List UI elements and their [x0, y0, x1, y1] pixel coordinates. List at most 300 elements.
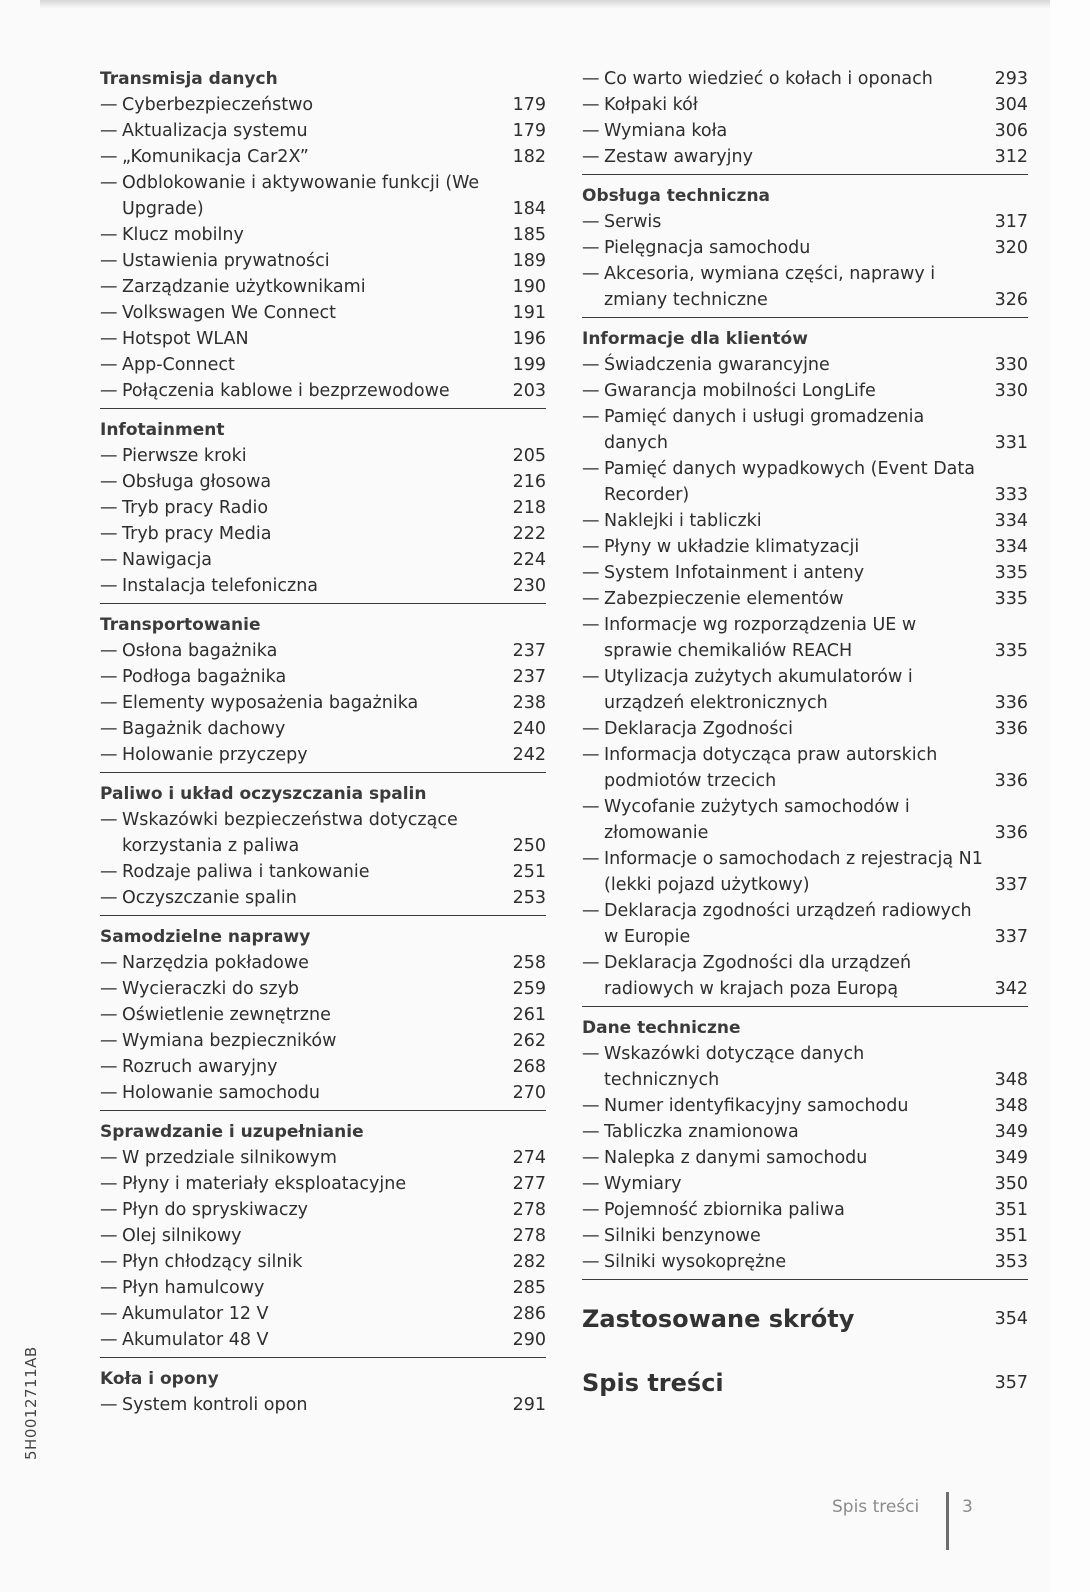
toc-entry[interactable] — [100, 326, 546, 352]
entry-page-number: 196 — [512, 329, 546, 349]
toc-entry[interactable] — [100, 1054, 546, 1080]
dash-bullet: — — [582, 121, 600, 141]
toc-entry[interactable] — [100, 144, 546, 170]
toc-entry[interactable] — [100, 1145, 546, 1171]
dash-bullet: — — [100, 1330, 118, 1350]
entry-text — [100, 495, 512, 521]
entry-page-number: 199 — [512, 355, 546, 375]
entry-page-number: 268 — [512, 1057, 546, 1077]
toc-section — [100, 924, 546, 1111]
entry-page-number: 190 — [512, 277, 546, 297]
dash-bullet: — — [100, 1226, 118, 1246]
toc-entry[interactable] — [582, 1145, 1028, 1171]
entry-text — [582, 1223, 994, 1249]
dash-bullet: — — [582, 719, 600, 739]
section-title[interactable]: Koła i opony — [100, 1369, 219, 1389]
entry-text — [582, 66, 994, 92]
toc-entry[interactable] — [100, 885, 546, 911]
entry-label: Volkswagen We Connect — [122, 303, 336, 323]
toc-entry[interactable] — [100, 1327, 546, 1353]
entry-text — [582, 92, 994, 118]
entry-label: Płyny i materiały eksploatacyjne — [122, 1174, 407, 1194]
entry-text — [100, 1145, 512, 1171]
dash-bullet: — — [582, 797, 600, 817]
entry-page-number: 240 — [512, 719, 546, 739]
entry-label: Naklejki i tabliczki — [604, 511, 762, 531]
entry-label: Cyberbezpieczeństwo — [122, 95, 314, 115]
dash-bullet: — — [582, 1122, 600, 1142]
toc-entry[interactable] — [582, 1119, 1028, 1145]
entry-label: Wskazówki dotyczące danych technicznych — [604, 1044, 865, 1090]
major-entry-label: Zastosowane skróty — [582, 1305, 855, 1333]
entry-label: Aktualizacja systemu — [122, 121, 308, 141]
toc-section — [582, 66, 1028, 175]
dash-bullet: — — [582, 745, 600, 765]
toc-entry[interactable] — [582, 209, 1028, 235]
toc-entry[interactable] — [100, 378, 546, 404]
dash-bullet: — — [100, 979, 118, 999]
entry-text — [100, 352, 512, 378]
entry-label: Pierwsze kroki — [122, 446, 247, 466]
entry-label: Połączenia kablowe i bezprzewodowe — [122, 381, 450, 401]
entry-label: Zabezpieczenie elementów — [604, 589, 844, 609]
entry-page-number: 238 — [512, 693, 546, 713]
entry-page-number: 336 — [994, 771, 1028, 791]
entry-text — [582, 209, 994, 235]
dash-bullet: — — [582, 459, 600, 479]
entry-text — [100, 1223, 512, 1249]
toc-entry[interactable] — [100, 1002, 546, 1028]
entry-text — [582, 612, 994, 664]
toc-entry[interactable] — [100, 274, 546, 300]
entry-text — [100, 1171, 512, 1197]
toc-entry[interactable] — [100, 1223, 546, 1249]
toc-entry[interactable] — [100, 547, 546, 573]
page-right-edge — [1050, 0, 1090, 1592]
toc-section — [100, 612, 546, 773]
entry-label: Oczyszczanie spalin — [122, 888, 297, 908]
entry-label: Zestaw awaryjny — [604, 147, 753, 167]
toc-entry[interactable] — [582, 1197, 1028, 1223]
toc-entry[interactable] — [100, 716, 546, 742]
entry-text — [582, 235, 994, 261]
entry-text — [100, 742, 512, 768]
entry-label: Kołpaki kół — [604, 95, 698, 115]
dash-bullet: — — [582, 1226, 600, 1246]
dash-bullet: — — [582, 69, 600, 89]
toc-entry[interactable] — [100, 92, 546, 118]
entry-page-number: 222 — [512, 524, 546, 544]
toc-section — [582, 183, 1028, 318]
toc-entry[interactable] — [100, 1171, 546, 1197]
toc-entry[interactable] — [582, 508, 1028, 534]
toc-section — [100, 1366, 546, 1422]
dash-bullet: — — [582, 1096, 600, 1116]
toc-entry[interactable] — [100, 1249, 546, 1275]
toc-entry[interactable] — [582, 898, 1028, 950]
entry-label: Płyn do spryskiwaczy — [122, 1200, 309, 1220]
entry-page-number: 330 — [994, 381, 1028, 401]
dash-bullet: — — [582, 849, 600, 869]
entry-label: Serwis — [604, 212, 662, 232]
dash-bullet: — — [100, 225, 118, 245]
entry-text — [582, 261, 994, 313]
entry-text — [582, 1197, 994, 1223]
entry-text — [582, 742, 994, 794]
section-title[interactable]: Transmisja danych — [100, 69, 278, 89]
toc-entry[interactable] — [582, 144, 1028, 170]
toc-entry[interactable] — [100, 521, 546, 547]
entry-text — [100, 1054, 512, 1080]
entry-page-number: 333 — [994, 485, 1028, 505]
dash-bullet: — — [100, 173, 118, 193]
entry-label: Ustawienia prywatności — [122, 251, 330, 271]
dash-bullet: — — [100, 888, 118, 908]
dash-bullet: — — [582, 1174, 600, 1194]
entry-text — [100, 807, 512, 859]
dash-bullet: — — [100, 1031, 118, 1051]
entry-page-number: 191 — [512, 303, 546, 323]
toc-entry[interactable] — [100, 1197, 546, 1223]
entry-text — [582, 404, 994, 456]
entry-text — [100, 976, 512, 1002]
entry-page-number: 250 — [512, 836, 546, 856]
toc-entry[interactable] — [100, 950, 546, 976]
toc-entry[interactable] — [582, 456, 1028, 508]
toc-entry[interactable] — [100, 1392, 546, 1418]
toc-entry[interactable] — [100, 1028, 546, 1054]
entry-page-number: 184 — [512, 199, 546, 219]
dash-bullet: — — [100, 355, 118, 375]
entry-page-number: 337 — [994, 927, 1028, 947]
dash-bullet: — — [582, 667, 600, 687]
dash-bullet: — — [100, 1304, 118, 1324]
dash-bullet: — — [582, 1200, 600, 1220]
entry-page-number: 224 — [512, 550, 546, 570]
section-title[interactable]: Obsługa techniczna — [582, 186, 771, 206]
entry-page-number: 304 — [994, 95, 1028, 115]
entry-text — [100, 885, 512, 911]
entry-page-number: 342 — [994, 979, 1028, 999]
entry-text — [100, 547, 512, 573]
toc-section — [100, 1119, 546, 1358]
entry-page-number: 237 — [512, 641, 546, 661]
entry-label: Akumulator 48 V — [122, 1330, 269, 1350]
dash-bullet: — — [100, 953, 118, 973]
entry-page-number: 270 — [512, 1083, 546, 1103]
dash-bullet: — — [100, 498, 118, 518]
entry-text — [100, 1327, 512, 1353]
toc-entry[interactable] — [100, 976, 546, 1002]
entry-text — [100, 469, 512, 495]
toc-entry[interactable] — [100, 859, 546, 885]
section-title[interactable]: Paliwo i układ oczyszczania spalin — [100, 784, 427, 804]
entry-page-number: 335 — [994, 641, 1028, 661]
toc-entry[interactable] — [100, 222, 546, 248]
entry-page-number: 334 — [994, 537, 1028, 557]
entry-page-number: 179 — [512, 95, 546, 115]
toc-entry[interactable] — [582, 1093, 1028, 1119]
toc-entry[interactable] — [582, 118, 1028, 144]
toc-entry[interactable] — [582, 1171, 1028, 1197]
toc-entry[interactable] — [582, 352, 1028, 378]
toc-entry[interactable] — [582, 1223, 1028, 1249]
entry-label: Silniki wysokoprężne — [604, 1252, 787, 1272]
section-title[interactable]: Samodzielne naprawy — [100, 927, 311, 947]
entry-label: Tabliczka znamionowa — [604, 1122, 799, 1142]
toc-entry[interactable] — [582, 235, 1028, 261]
dash-bullet: — — [582, 511, 600, 531]
entry-label: Nalepka z danymi samochodu — [604, 1148, 868, 1168]
entry-page-number: 337 — [994, 875, 1028, 895]
entry-text — [582, 1145, 994, 1171]
toc-entry[interactable] — [100, 495, 546, 521]
dash-bullet: — — [100, 381, 118, 401]
toc-entry[interactable] — [582, 560, 1028, 586]
dash-bullet: — — [582, 1252, 600, 1272]
section-title[interactable]: Infotainment — [100, 420, 225, 440]
toc-entry[interactable] — [100, 1301, 546, 1327]
entry-text — [582, 1041, 994, 1093]
entry-text — [582, 118, 994, 144]
entry-text — [100, 690, 512, 716]
entry-label: W przedziale silnikowym — [122, 1148, 337, 1168]
toc-entry[interactable] — [100, 690, 546, 716]
entry-text — [100, 378, 512, 404]
entry-text — [100, 1249, 512, 1275]
entry-label: Klucz mobilny — [122, 225, 244, 245]
toc-entry[interactable] — [582, 716, 1028, 742]
entry-label: Pielęgnacja samochodu — [604, 238, 811, 258]
entry-page-number: 306 — [994, 121, 1028, 141]
entry-page-number: 251 — [512, 862, 546, 882]
entry-page-number: 277 — [512, 1174, 546, 1194]
toc-entry[interactable] — [100, 807, 546, 859]
entry-label: Elementy wyposażenia bagażnika — [122, 693, 419, 713]
entry-text — [582, 1093, 994, 1119]
toc-entry[interactable] — [582, 1249, 1028, 1275]
entry-label: Rozruch awaryjny — [122, 1057, 278, 1077]
footer-page-number: 3 — [962, 1497, 973, 1517]
entry-page-number: 278 — [512, 1200, 546, 1220]
entry-text — [582, 534, 994, 560]
entry-page-number: 259 — [512, 979, 546, 999]
major-entry-page: 354 — [994, 1309, 1028, 1329]
entry-text — [100, 573, 512, 599]
entry-label: Wymiana bezpieczników — [122, 1031, 337, 1051]
entry-text — [582, 716, 994, 742]
toc-major-entry[interactable] — [582, 1294, 1028, 1344]
entry-label: Olej silnikowy — [122, 1226, 242, 1246]
entry-page-number: 334 — [994, 511, 1028, 531]
dash-bullet: — — [100, 719, 118, 739]
dash-bullet: — — [100, 745, 118, 765]
entry-label: Osłona bagażnika — [122, 641, 278, 661]
entry-label: Co warto wiedzieć o kołach i oponach — [604, 69, 933, 89]
toc-section — [582, 1015, 1028, 1280]
toc-entry[interactable] — [582, 261, 1028, 313]
entry-page-number: 262 — [512, 1031, 546, 1051]
entry-text — [100, 716, 512, 742]
toc-entry[interactable] — [582, 846, 1028, 898]
entry-label: Świadczenia gwarancyjne — [604, 355, 830, 375]
dash-bullet: — — [582, 1044, 600, 1064]
entry-text — [582, 352, 994, 378]
entry-page-number: 331 — [994, 433, 1028, 453]
toc-entry[interactable] — [100, 742, 546, 768]
dash-bullet: — — [100, 446, 118, 466]
toc-entry[interactable] — [100, 573, 546, 599]
toc-entry[interactable] — [582, 950, 1028, 1002]
entry-page-number: 242 — [512, 745, 546, 765]
toc-entry[interactable] — [100, 352, 546, 378]
toc-entry[interactable] — [582, 1041, 1028, 1093]
entry-page-number: 216 — [512, 472, 546, 492]
entry-label: Silniki benzynowe — [604, 1226, 761, 1246]
dash-bullet: — — [582, 238, 600, 258]
toc-entry[interactable] — [100, 248, 546, 274]
entry-text — [100, 1028, 512, 1054]
toc-section — [100, 66, 546, 409]
toc-entry[interactable] — [582, 534, 1028, 560]
entry-label: Oświetlenie zewnętrzne — [122, 1005, 331, 1025]
entry-page-number: 278 — [512, 1226, 546, 1246]
entry-text — [100, 300, 512, 326]
entry-text — [100, 326, 512, 352]
dash-bullet: — — [100, 277, 118, 297]
entry-text — [100, 1275, 512, 1301]
entry-label: Płyn hamulcowy — [122, 1278, 265, 1298]
entry-text — [100, 248, 512, 274]
toc-section — [100, 781, 546, 916]
entry-label: Bagażnik dachowy — [122, 719, 286, 739]
entry-text — [582, 508, 994, 534]
entry-text — [100, 1301, 512, 1327]
entry-text — [582, 456, 994, 508]
entry-page-number: 205 — [512, 446, 546, 466]
dash-bullet: — — [100, 121, 118, 141]
section-title[interactable]: Sprawdzanie i uzupełnianie — [100, 1122, 364, 1142]
entry-label: Obsługa głosowa — [122, 472, 272, 492]
entry-text — [100, 950, 512, 976]
entry-label: Tryb pracy Media — [122, 524, 272, 544]
entry-text — [582, 1171, 994, 1197]
entry-label: Akcesoria, wymiana części, naprawy i zmiany techniczne — [604, 264, 936, 310]
entry-text — [100, 118, 512, 144]
entry-page-number: 349 — [994, 1122, 1028, 1142]
section-title[interactable]: Dane techniczne — [582, 1018, 741, 1038]
entry-label: Instalacja telefoniczna — [122, 576, 319, 596]
toc-entry[interactable] — [100, 170, 546, 222]
toc-entry[interactable] — [582, 66, 1028, 92]
entry-label: Odblokowanie i aktywowanie funkcji (We Upgrade) — [122, 173, 480, 219]
entry-label: Wymiary — [604, 1174, 682, 1194]
entry-label: Numer identyfikacyjny samochodu — [604, 1096, 909, 1116]
toc-entry[interactable] — [100, 443, 546, 469]
entry-label: Płyny w układzie klimatyzacji — [604, 537, 860, 557]
toc-entry[interactable] — [582, 612, 1028, 664]
entry-label: Pojemność zbiornika paliwa — [604, 1200, 845, 1220]
entry-text — [582, 144, 994, 170]
entry-text — [582, 586, 994, 612]
toc-entry[interactable] — [582, 586, 1028, 612]
toc-entry[interactable] — [100, 1080, 546, 1106]
major-entry-label: Spis treści — [582, 1369, 724, 1397]
toc-entry[interactable] — [100, 664, 546, 690]
toc-entry[interactable] — [100, 1275, 546, 1301]
entry-text — [582, 560, 994, 586]
entry-text — [582, 950, 994, 1002]
entry-label: Holowanie przyczepy — [122, 745, 308, 765]
entry-text — [100, 638, 512, 664]
toc-entry[interactable] — [582, 378, 1028, 404]
entry-page-number: 330 — [994, 355, 1028, 375]
dash-bullet: — — [582, 615, 600, 635]
entry-text — [582, 1119, 994, 1145]
entry-label: Pamięć danych i usługi gromadzenia danych — [604, 407, 925, 453]
dash-bullet: — — [100, 147, 118, 167]
entry-page-number: 336 — [994, 693, 1028, 713]
entry-label: Pamięć danych wypadkowych (Event Data Recorder) — [604, 459, 975, 505]
toc-entry[interactable] — [582, 664, 1028, 716]
document-code: 5H0012711AB — [22, 1346, 40, 1460]
dash-bullet: — — [582, 1148, 600, 1168]
dash-bullet: — — [100, 1252, 118, 1272]
entry-label: Informacja dotycząca praw autorskich podmiotów trzecich — [604, 745, 938, 791]
entry-label: System kontroli opon — [122, 1395, 308, 1415]
entry-label: Podłoga bagażnika — [122, 667, 287, 687]
entry-text — [100, 1392, 512, 1418]
toc-entry[interactable] — [100, 638, 546, 664]
dash-bullet: — — [582, 95, 600, 115]
entry-page-number: 258 — [512, 953, 546, 973]
section-title[interactable]: Transportowanie — [100, 615, 261, 635]
entry-page-number: 230 — [512, 576, 546, 596]
entry-page-number: 185 — [512, 225, 546, 245]
toc-major-entry[interactable] — [582, 1358, 1028, 1408]
dash-bullet: — — [582, 563, 600, 583]
dash-bullet: — — [100, 472, 118, 492]
entry-label: Wymiana koła — [604, 121, 728, 141]
dash-bullet: — — [582, 264, 600, 284]
entry-page-number: 348 — [994, 1096, 1028, 1116]
entry-page-number: 290 — [512, 1330, 546, 1350]
toc-entry[interactable] — [582, 404, 1028, 456]
toc-entry[interactable] — [582, 742, 1028, 794]
entry-text — [100, 664, 512, 690]
entry-label: Informacje o samochodach z rejestracją N1 (lekki pojazd użytkowy) — [604, 849, 983, 895]
dash-bullet: — — [100, 641, 118, 661]
toc-entry[interactable] — [100, 300, 546, 326]
entry-page-number: 286 — [512, 1304, 546, 1324]
entry-label: Hotspot WLAN — [122, 329, 249, 349]
dash-bullet: — — [100, 862, 118, 882]
section-title[interactable]: Informacje dla klientów — [582, 329, 808, 349]
dash-bullet: — — [100, 1278, 118, 1298]
entry-page-number: 293 — [994, 69, 1028, 89]
entry-page-number: 326 — [994, 290, 1028, 310]
entry-page-number: 353 — [994, 1252, 1028, 1272]
toc-entry[interactable] — [582, 794, 1028, 846]
toc-entry[interactable] — [582, 92, 1028, 118]
entry-text — [100, 1197, 512, 1223]
toc-entry[interactable] — [100, 118, 546, 144]
entry-page-number: 203 — [512, 381, 546, 401]
toc-entry[interactable] — [100, 469, 546, 495]
entry-label: Rodzaje paliwa i tankowanie — [122, 862, 370, 882]
dash-bullet: — — [100, 1395, 118, 1415]
entry-text — [100, 1002, 512, 1028]
